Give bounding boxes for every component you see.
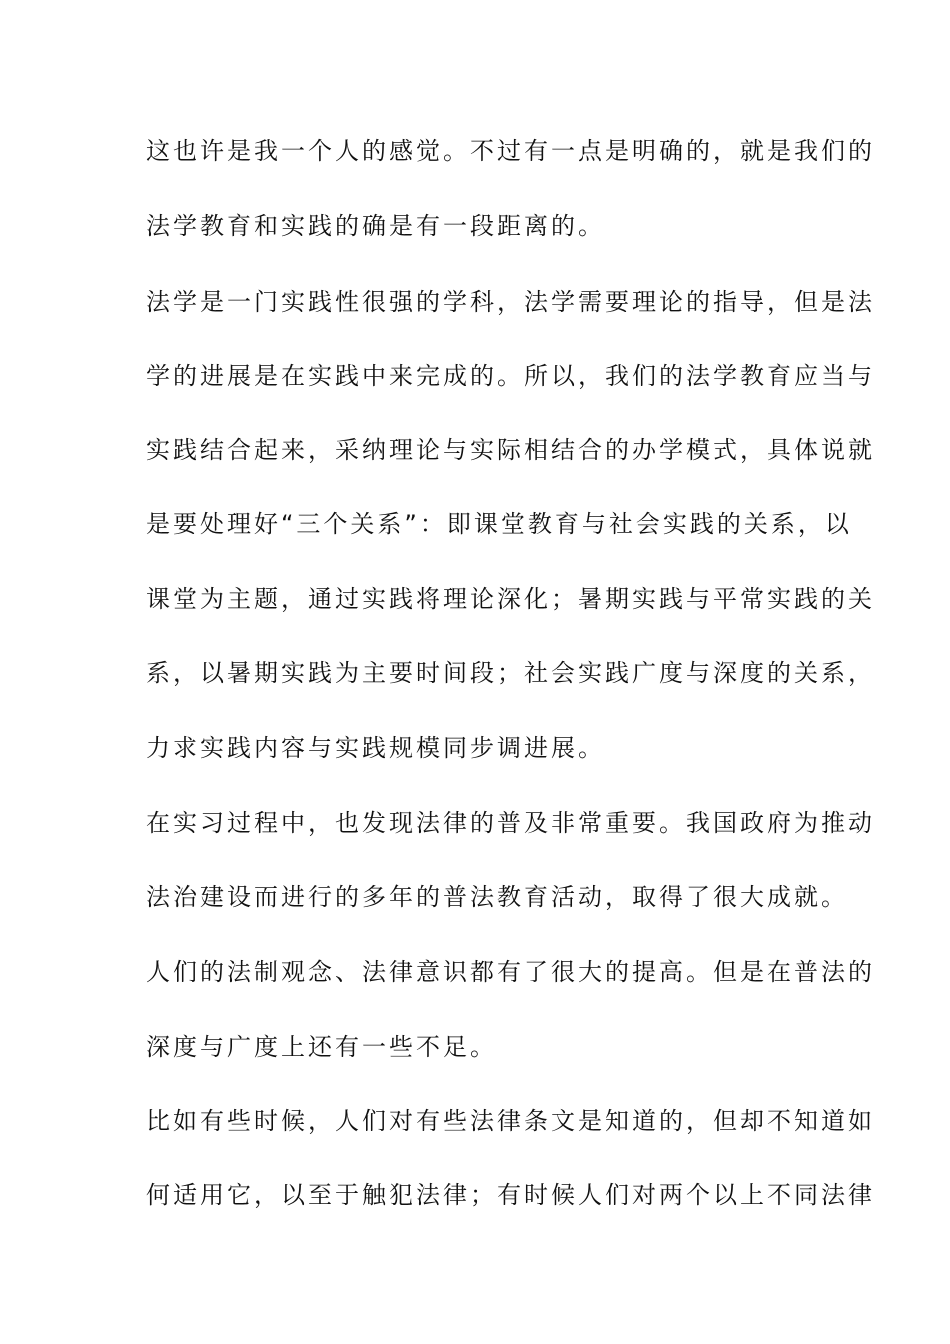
text-line: 法学是一门实践性很强的学科，法学需要理论的指导，但是法 xyxy=(146,288,875,316)
text-line: 深度与广度上还有一些不足。 xyxy=(146,1033,497,1061)
text-line: 在实习过程中，也发现法律的普及非常重要。我国政府为推动 xyxy=(146,809,875,837)
text-line: 何适用它，以至于触犯法律；有时候人们对两个以上不同法律 xyxy=(146,1181,875,1209)
text-line: 系，以暑期实践为主要时间段；社会实践广度与深度的关系， xyxy=(146,659,875,687)
text-line: 比如有些时候，人们对有些法律条文是知道的，但却不知道如 xyxy=(146,1107,875,1135)
text-line: 是要处理好“三个关系”：即课堂教育与社会实践的关系，以 xyxy=(146,510,852,538)
text-line: 法治建设而进行的多年的普法教育活动，取得了很大成就。 xyxy=(146,883,848,911)
text-line: 力求实践内容与实践规模同步调进展。 xyxy=(146,734,605,762)
text-line: 学的进展是在实践中来完成的。所以，我们的法学教育应当与 xyxy=(146,362,875,390)
text-line: 课堂为主题，通过实践将理论深化；暑期实践与平常实践的关 xyxy=(146,585,875,613)
text-line: 实践结合起来，采纳理论与实际相结合的办学模式，具体说就 xyxy=(146,436,875,464)
text-line: 人们的法制观念、法律意识都有了很大的提高。但是在普法的 xyxy=(146,958,875,986)
text-line: 这也许是我一个人的感觉。不过有一点是明确的，就是我们的 xyxy=(146,137,875,165)
text-line: 法学教育和实践的确是有一段距离的。 xyxy=(146,212,605,240)
